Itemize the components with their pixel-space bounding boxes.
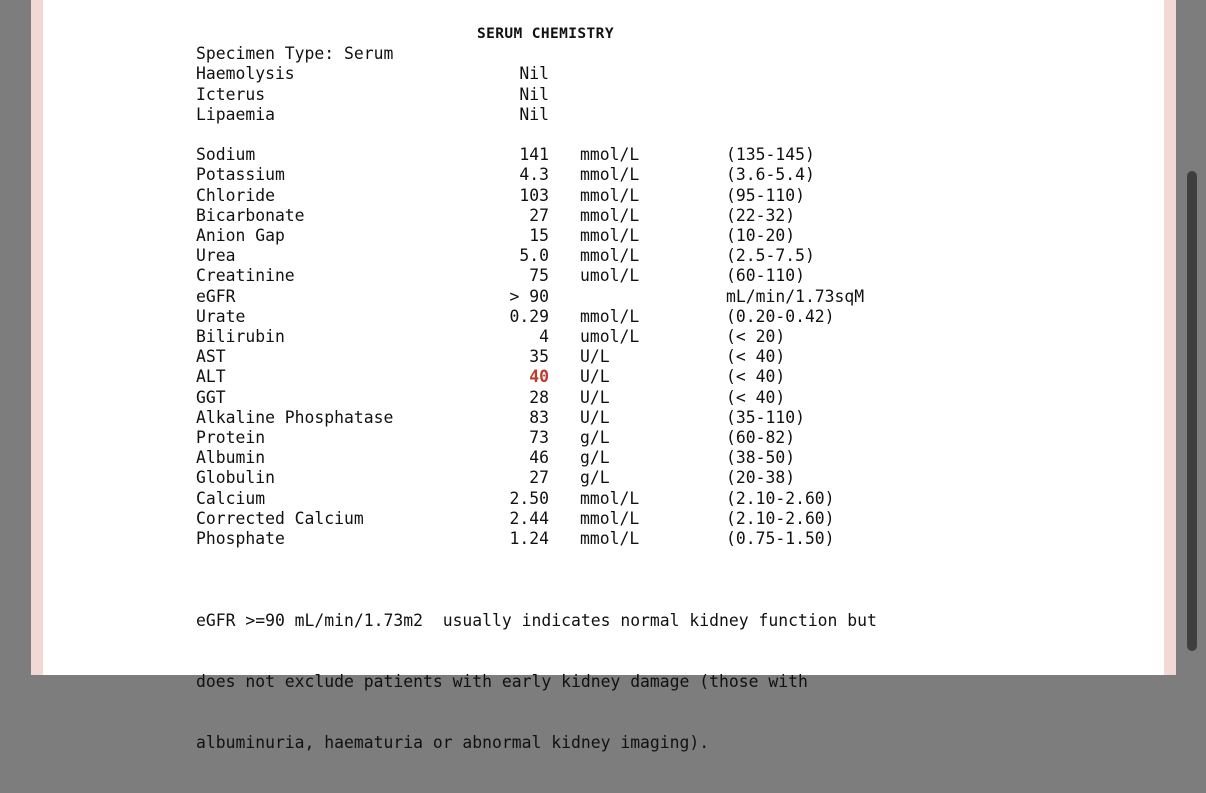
result-unit: mmol/L <box>580 306 640 326</box>
reference-range: (< 40) <box>726 347 786 367</box>
page-left-border <box>31 0 43 675</box>
result-unit: mmol/L <box>580 529 640 548</box>
specimen-type-line: Specimen Type: Serum <box>196 44 394 63</box>
result-unit: U/L <box>580 367 610 387</box>
result-value: 83 <box>529 407 549 427</box>
analyte-name: Alkaline Phosphatase <box>196 407 394 427</box>
result-value: 1.24 <box>509 529 549 548</box>
reference-range: (0.20-0.42) <box>726 306 835 326</box>
reference-range: (< 40) <box>726 387 786 407</box>
note-line: eGFR >=90 mL/min/1.73m2 usually indicates normal kidney function but <box>196 611 877 631</box>
reference-range: (135-145) <box>726 145 815 165</box>
result-value: 103 <box>519 185 549 205</box>
reference-range: (3.6-5.4) <box>726 165 815 185</box>
analyte-name: Protein <box>196 428 266 447</box>
result-value: 0.29 <box>509 306 549 326</box>
note-line: albuminuria, haematuria or abnormal kidney imaging). <box>196 732 710 752</box>
analyte-name: Globulin <box>196 468 275 488</box>
analyte-name: Urea <box>196 246 236 266</box>
result-value: 2.50 <box>509 488 549 508</box>
reference-range: (2.10-2.60) <box>726 508 835 528</box>
page-right-border <box>1164 0 1176 675</box>
analyte-name: Bilirubin <box>196 327 285 346</box>
egfr-note <box>196 571 877 793</box>
result-value: 75 <box>529 266 549 286</box>
result-value: 40 <box>529 367 549 387</box>
check-name: Haemolysis <box>196 64 295 84</box>
reference-range: (22-32) <box>726 205 796 225</box>
reference-range: (2.5-7.5) <box>726 246 815 266</box>
reference-range: (< 20) <box>726 327 786 346</box>
result-value: 4.3 <box>519 165 549 185</box>
result-value: 28 <box>529 387 549 407</box>
analyte-name: GGT <box>196 387 226 407</box>
analyte-name: Creatinine <box>196 266 295 286</box>
result-value: > 90 <box>509 286 549 306</box>
result-unit: mmol/L <box>580 165 640 185</box>
result-unit: mmol/L <box>580 246 640 266</box>
reference-range: (60-82) <box>726 428 796 447</box>
result-unit: U/L <box>580 387 610 407</box>
result-value: 27 <box>529 468 549 488</box>
note-line: does not exclude patients with early kidney damage (those with <box>196 672 808 692</box>
analyte-name: eGFR <box>196 286 236 306</box>
analyte-name: Chloride <box>196 185 275 205</box>
check-name: Icterus <box>196 84 266 104</box>
check-value: Nil <box>519 64 549 84</box>
analyte-name: Corrected Calcium <box>196 508 364 528</box>
result-unit: U/L <box>580 347 610 367</box>
check-name: Lipaemia <box>196 104 275 124</box>
result-unit: U/L <box>580 407 610 427</box>
reference-range: (10-20) <box>726 226 796 245</box>
analyte-name: Urate <box>196 306 246 326</box>
result-value: 2.44 <box>509 508 549 528</box>
scrollbar-thumb[interactable] <box>1187 171 1197 651</box>
reference-range: mL/min/1.73sqM <box>726 286 865 306</box>
reference-range: (60-110) <box>726 266 805 286</box>
result-unit: mmol/L <box>580 508 640 528</box>
result-value: 5.0 <box>519 246 549 266</box>
reference-range: (20-38) <box>726 468 796 488</box>
analyte-name: Albumin <box>196 448 266 468</box>
result-unit: g/L <box>580 448 610 468</box>
analyte-name: Sodium <box>196 145 256 165</box>
reference-range: (38-50) <box>726 448 796 468</box>
analyte-name: Phosphate <box>196 529 285 548</box>
result-unit: mmol/L <box>580 185 640 205</box>
result-unit: umol/L <box>580 327 640 346</box>
result-unit: g/L <box>580 428 610 447</box>
result-value: 15 <box>529 226 549 245</box>
analyte-name: Calcium <box>196 488 266 508</box>
reference-range: (0.75-1.50) <box>726 529 835 548</box>
analyte-name: Anion Gap <box>196 226 285 245</box>
analyte-name: AST <box>196 347 226 367</box>
result-unit: mmol/L <box>580 145 640 165</box>
reference-range: (95-110) <box>726 185 805 205</box>
check-value: Nil <box>519 84 549 104</box>
result-unit: umol/L <box>580 266 640 286</box>
result-value: 4 <box>539 327 549 346</box>
check-value: Nil <box>519 104 549 124</box>
result-unit: mmol/L <box>580 488 640 508</box>
result-value: 46 <box>529 448 549 468</box>
result-unit: g/L <box>580 468 610 488</box>
result-value: 35 <box>529 347 549 367</box>
analyte-name: Bicarbonate <box>196 205 305 225</box>
result-unit: mmol/L <box>580 205 640 225</box>
analyte-name: ALT <box>196 367 226 387</box>
analyte-name: Potassium <box>196 165 285 185</box>
result-value: 141 <box>519 145 549 165</box>
reference-range: (35-110) <box>726 407 805 427</box>
result-value: 73 <box>529 428 549 447</box>
result-value: 27 <box>529 205 549 225</box>
reference-range: (2.10-2.60) <box>726 488 835 508</box>
reference-range: (< 40) <box>726 367 786 387</box>
report-title: SERUM CHEMISTRY <box>477 26 614 42</box>
result-unit: mmol/L <box>580 226 640 245</box>
